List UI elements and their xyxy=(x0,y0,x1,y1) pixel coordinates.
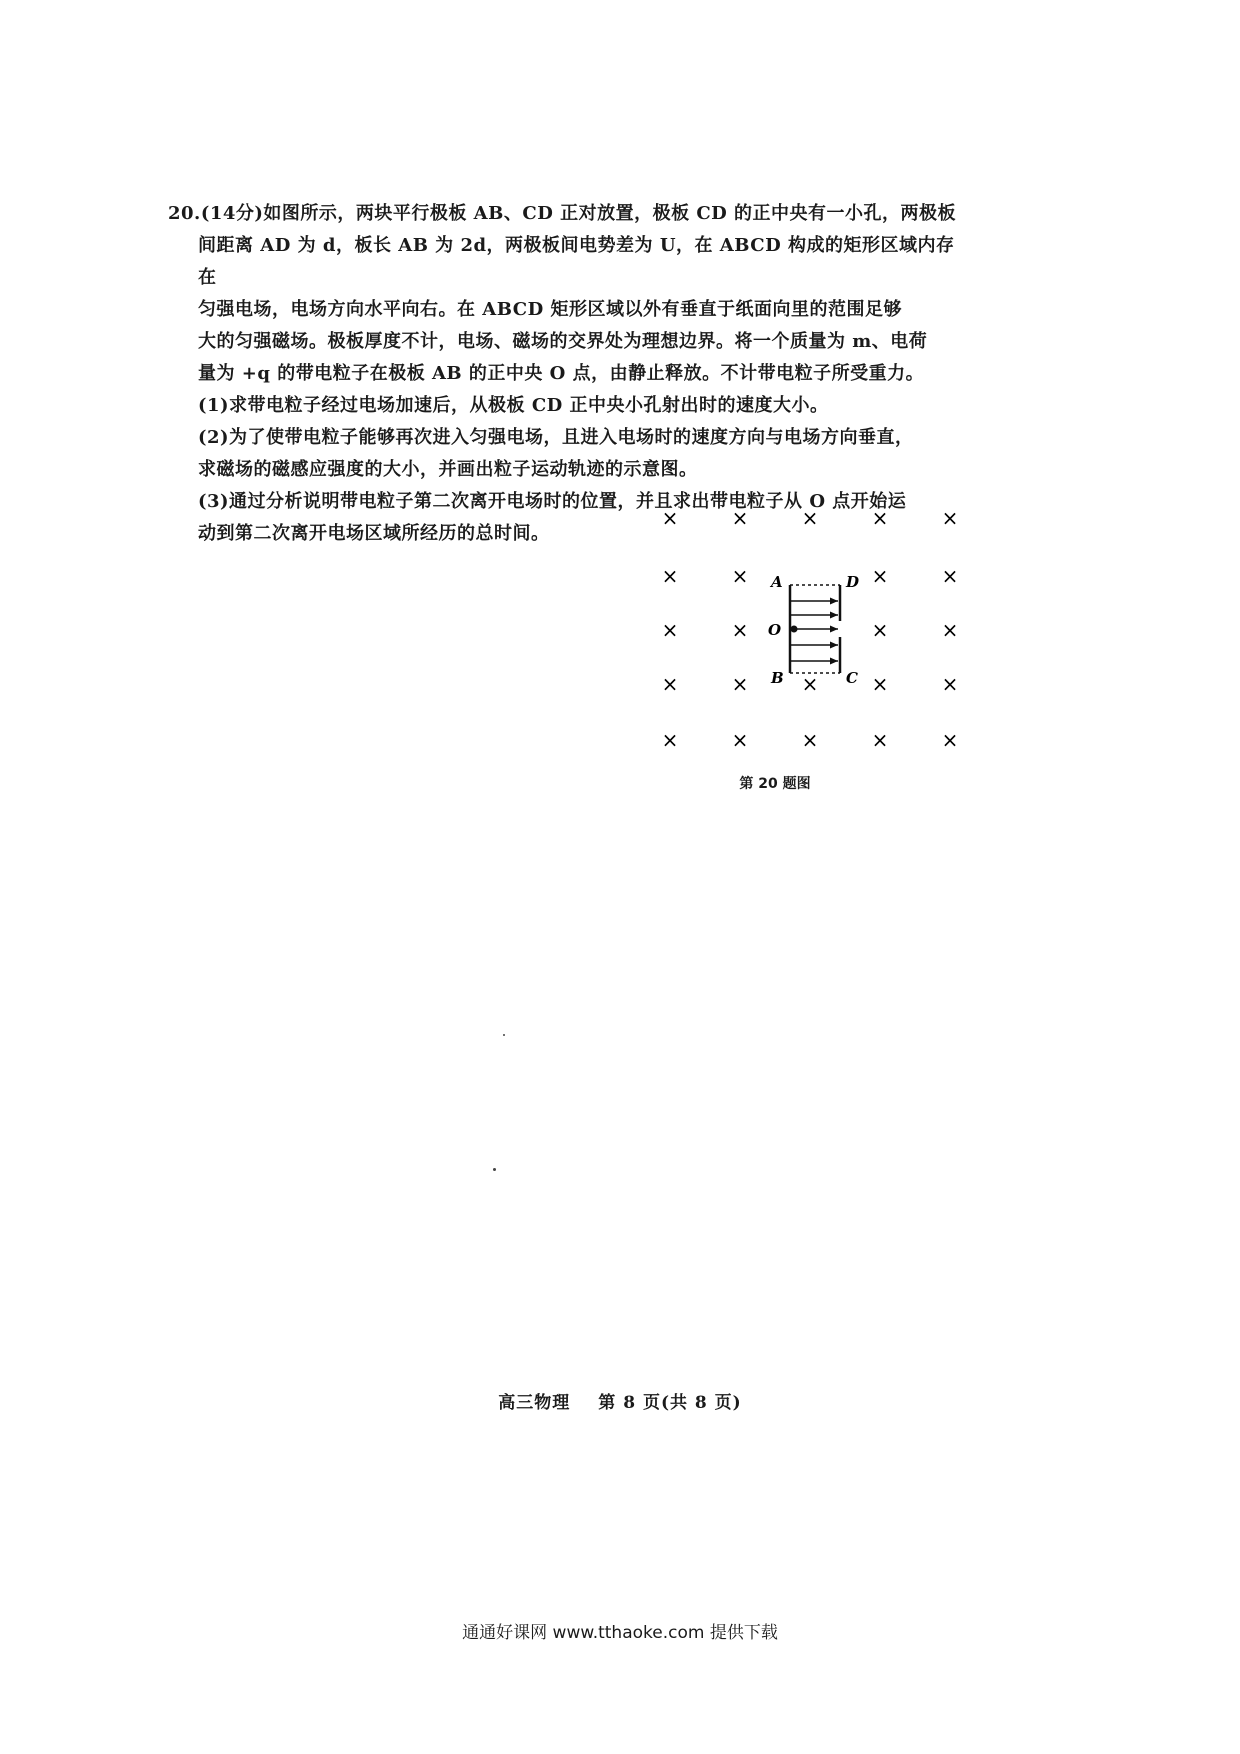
scan-speck xyxy=(503,1034,505,1036)
intro-line-2: 间距离 AD 为 d，板长 AB 为 2d，两极板间电势差为 U，在 ABCD 构成的矩形区域内存在 xyxy=(198,235,955,288)
question-20 xyxy=(168,198,968,550)
intro-line-1 xyxy=(168,198,968,230)
part-2-line-1: (2)为了使带电粒子能够再次进入匀强电场，且进入电场时的速度方向与电场方向垂直， xyxy=(198,427,914,448)
intro-text-1: 如图所示，两块平行极板 AB、CD 正对放置，极板 CD 的正中央有一小孔，两极板 xyxy=(263,203,957,224)
part-3-line-2: 动到第二次离开电场区域所经历的总时间。 xyxy=(198,523,550,544)
field-cross-mark: × xyxy=(871,672,889,696)
field-cross-mark: × xyxy=(731,564,749,588)
field-cross-mark: × xyxy=(941,564,959,588)
scan-speck xyxy=(493,1168,496,1171)
field-cross-mark: × xyxy=(801,672,819,696)
field-arrow xyxy=(830,612,838,619)
field-cross-mark: × xyxy=(801,728,819,752)
subject-label: 高三物理 xyxy=(498,1393,571,1413)
label-c: C xyxy=(846,669,858,687)
field-cross-mark: × xyxy=(661,672,679,696)
field-cross-mark: × xyxy=(731,618,749,642)
figure-caption: 第 20 题图 xyxy=(739,776,811,792)
field-cross-mark: × xyxy=(661,618,679,642)
field-arrow xyxy=(830,626,838,633)
field-cross-mark: × xyxy=(941,728,959,752)
field-arrow xyxy=(830,642,838,649)
field-cross-mark: × xyxy=(661,506,679,530)
part-3-line-1: (3)通过分析说明带电粒子第二次离开电场时的位置，并且求出带电粒子从 O 点开始运 xyxy=(198,491,907,512)
field-cross-mark: × xyxy=(731,672,749,696)
field-arrow xyxy=(830,598,838,605)
field-cross-mark: × xyxy=(941,618,959,642)
field-cross-mark: × xyxy=(731,506,749,530)
page-number: 第 8 页(共 8 页) xyxy=(598,1393,742,1413)
point-o xyxy=(791,626,798,633)
label-b: B xyxy=(771,669,784,687)
field-cross-mark: × xyxy=(871,618,889,642)
intro-line-5: 量为 +q 的带电粒子在极板 AB 的正中央 O 点，由静止释放。不计带电粒子所受重力。 xyxy=(198,363,925,384)
field-cross-mark: × xyxy=(731,728,749,752)
field-cross-mark: × xyxy=(871,728,889,752)
field-cross-mark: × xyxy=(661,728,679,752)
figure-20 xyxy=(640,505,980,805)
intro-line-4: 大的匀强磁场。极板厚度不计，电场、磁场的交界处为理想边界。将一个质量为 m、电荷 xyxy=(198,331,928,352)
part-2-line-2: 求磁场的磁感应强度的大小，并画出粒子运动轨迹的示意图。 xyxy=(198,459,698,480)
site-watermark: 通通好课网 www.tthaoke.com 提供下载 xyxy=(462,1623,778,1643)
label-d: D xyxy=(846,573,860,591)
field-cross-mark: × xyxy=(941,672,959,696)
field-cross-mark: × xyxy=(871,564,889,588)
field-arrow xyxy=(830,658,838,665)
field-cross-mark: × xyxy=(661,564,679,588)
field-cross-mark: × xyxy=(941,506,959,530)
electric-field-lines xyxy=(790,598,838,665)
label-o: O xyxy=(768,621,782,639)
field-diagram xyxy=(640,505,980,775)
question-number: 20. xyxy=(168,203,201,224)
page-footer xyxy=(0,1388,1240,1413)
question-score: (14分) xyxy=(200,203,264,224)
label-a: A xyxy=(771,573,783,591)
field-cross-mark: × xyxy=(871,506,889,530)
part-1: (1)求带电粒子经过电场加速后，从极板 CD 正中央小孔射出时的速度大小。 xyxy=(198,395,829,416)
field-cross-mark: × xyxy=(801,506,819,530)
intro-line-3: 匀强电场，电场方向水平向右。在 ABCD 矩形区域以外有垂直于纸面向里的范围足够 xyxy=(198,299,902,320)
